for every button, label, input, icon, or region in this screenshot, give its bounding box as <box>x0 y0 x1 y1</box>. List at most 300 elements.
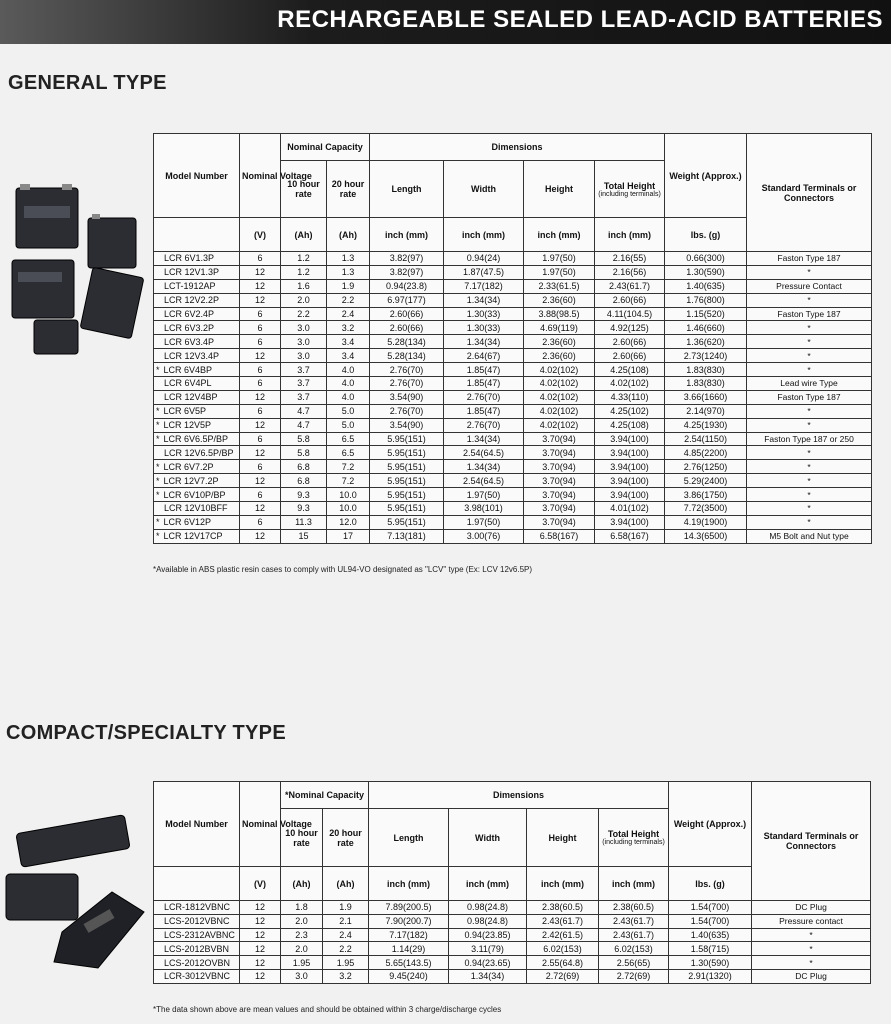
model-cell <box>154 265 240 279</box>
abs-availability-mark: * <box>156 531 160 542</box>
width-cell: 0.94(24) <box>444 252 524 266</box>
length-cell: 2.76(70) <box>370 377 444 391</box>
capacity-10h-cell: 3.0 <box>281 969 323 983</box>
terminal-cell: * <box>747 321 872 335</box>
header-banner <box>0 0 891 44</box>
capacity-10h-cell: 2.0 <box>281 942 323 956</box>
total-height-cell: 3.94(100) <box>595 488 665 502</box>
battery-group-photo-icon <box>6 180 146 360</box>
abs-availability-mark: * <box>156 475 160 486</box>
model-number: LCR 6V1.3P <box>164 253 215 264</box>
model-cell <box>154 321 240 335</box>
total-height-cell: 4.25(102) <box>595 404 665 418</box>
height-cell: 2.38(60.5) <box>527 901 599 915</box>
capacity-20h-cell: 4.0 <box>327 363 370 377</box>
table-row <box>154 349 872 363</box>
battery-shape-icon <box>12 260 74 318</box>
battery-shape-icon <box>16 815 130 868</box>
terminal-cell: Faston Type 187 or 250 <box>747 432 872 446</box>
length-cell: 9.45(240) <box>369 969 449 983</box>
height-cell: 4.02(102) <box>524 377 595 391</box>
voltage-cell: 12 <box>240 293 281 307</box>
voltage-cell: 12 <box>240 969 281 983</box>
capacity-20h-cell: 1.3 <box>327 265 370 279</box>
height-cell: 2.33(61.5) <box>524 279 595 293</box>
capacity-20h-cell: 17 <box>327 529 370 543</box>
voltage-cell: 12 <box>240 418 281 432</box>
voltage-cell: 12 <box>240 390 281 404</box>
header-unit-ah-10: (Ah) <box>281 867 323 901</box>
terminal-cell: * <box>747 460 872 474</box>
header-20-hour-rate: 20 hour rate <box>323 809 369 867</box>
model-number: LCR-3012VBNC <box>164 971 231 982</box>
total-height-cell: 2.60(66) <box>595 349 665 363</box>
total-height-cell: 4.33(110) <box>595 390 665 404</box>
length-cell: 3.54(90) <box>370 390 444 404</box>
length-cell: 7.17(182) <box>369 928 449 942</box>
header-10-hour-rate: 10 hour rate <box>281 161 327 218</box>
table-row <box>154 942 871 956</box>
table-row <box>154 390 872 404</box>
voltage-cell: 12 <box>240 265 281 279</box>
length-cell: 6.97(177) <box>370 293 444 307</box>
voltage-cell: 12 <box>240 279 281 293</box>
voltage-cell: 12 <box>240 474 281 488</box>
model-number: LCS-2012BVBN <box>164 943 230 954</box>
terminal-cell: DC Plug <box>752 901 871 915</box>
voltage-cell: 12 <box>240 942 281 956</box>
capacity-10h-cell: 5.8 <box>281 446 327 460</box>
total-height-cell: 2.16(56) <box>595 265 665 279</box>
capacity-10h-cell: 3.0 <box>281 321 327 335</box>
voltage-cell: 6 <box>240 377 281 391</box>
capacity-20h-cell: 4.0 <box>327 377 370 391</box>
table-row <box>154 252 872 266</box>
model-number: LCR-1812VBNC <box>164 902 231 913</box>
compact-table-body <box>154 901 871 984</box>
total-height-cell: 3.94(100) <box>595 432 665 446</box>
total-height-cell: 3.94(100) <box>595 446 665 460</box>
total-height-cell: 2.43(61.7) <box>599 928 669 942</box>
header-unit-v: (V) <box>240 218 281 252</box>
width-cell: 7.17(182) <box>444 279 524 293</box>
header-unit-total-height: inch (mm) <box>595 218 665 252</box>
header-unit-width: inch (mm) <box>449 867 527 901</box>
capacity-20h-cell: 3.2 <box>323 969 369 983</box>
length-cell: 5.95(151) <box>370 488 444 502</box>
capacity-20h-cell: 2.4 <box>327 307 370 321</box>
model-number: LCT-1912AP <box>164 281 216 292</box>
model-number: LCR 6V12P <box>163 517 212 528</box>
total-height-cell: 4.02(102) <box>595 377 665 391</box>
width-cell: 1.87(47.5) <box>444 265 524 279</box>
length-cell: 5.95(151) <box>370 446 444 460</box>
weight-cell: 1.54(700) <box>669 901 752 915</box>
header-dimensions: Dimensions <box>369 782 669 809</box>
model-number: LCR 6V6.5P/BP <box>163 434 229 445</box>
weight-cell: 1.40(635) <box>665 279 747 293</box>
model-number: LCR 12V17CP <box>163 531 223 542</box>
capacity-10h-cell: 1.6 <box>281 279 327 293</box>
capacity-10h-cell: 2.3 <box>281 928 323 942</box>
height-cell: 1.97(50) <box>524 252 595 266</box>
width-cell: 1.34(34) <box>444 335 524 349</box>
length-cell: 2.60(66) <box>370 321 444 335</box>
table-row <box>154 529 872 543</box>
width-cell: 1.30(33) <box>444 307 524 321</box>
capacity-20h-cell: 5.0 <box>327 404 370 418</box>
model-number: LCR 12V4BP <box>164 392 218 403</box>
model-number: LCR 12V10BFF <box>164 503 228 514</box>
weight-cell: 1.76(800) <box>665 293 747 307</box>
capacity-10h-cell: 3.0 <box>281 335 327 349</box>
model-number: LCR 6V4PL <box>164 378 212 389</box>
model-cell <box>154 390 240 404</box>
height-cell: 3.70(94) <box>524 432 595 446</box>
header-unit-height: inch (mm) <box>524 218 595 252</box>
table-row <box>154 293 872 307</box>
terminal-cell: * <box>747 446 872 460</box>
weight-cell: 14.3(6500) <box>665 529 747 543</box>
header-nominal-capacity: *Nominal Capacity <box>281 782 369 809</box>
header-total-height-note: (including terminals) <box>602 839 665 846</box>
length-cell: 0.94(23.8) <box>370 279 444 293</box>
terminal-cell: * <box>747 488 872 502</box>
terminal-cell: Pressure Contact <box>747 279 872 293</box>
capacity-10h-cell: 2.0 <box>281 914 323 928</box>
height-cell: 2.55(64.8) <box>527 956 599 970</box>
length-cell: 5.95(151) <box>370 432 444 446</box>
voltage-cell: 12 <box>240 529 281 543</box>
table-row <box>154 377 872 391</box>
table-row <box>154 460 872 474</box>
capacity-10h-cell: 1.8 <box>281 901 323 915</box>
length-cell: 5.95(151) <box>370 474 444 488</box>
table-row <box>154 474 872 488</box>
width-cell: 2.54(64.5) <box>444 446 524 460</box>
model-number: LCR 6V5P <box>163 406 207 417</box>
table-row <box>154 446 872 460</box>
capacity-20h-cell: 1.3 <box>327 252 370 266</box>
capacity-20h-cell: 10.0 <box>327 488 370 502</box>
terminal-cell: * <box>747 335 872 349</box>
total-height-cell: 2.16(55) <box>595 252 665 266</box>
terminal-cell: M5 Bolt and Nut type <box>747 529 872 543</box>
general-table-body <box>154 252 872 544</box>
terminal-cell: * <box>752 942 871 956</box>
width-cell: 3.11(79) <box>449 942 527 956</box>
length-cell: 1.14(29) <box>369 942 449 956</box>
terminal-cell: * <box>747 293 872 307</box>
terminal-cell: * <box>747 418 872 432</box>
weight-cell: 4.85(2200) <box>665 446 747 460</box>
model-cell <box>154 901 240 915</box>
weight-cell: 1.58(715) <box>669 942 752 956</box>
terminal-cell: DC Plug <box>752 969 871 983</box>
height-cell: 2.36(60) <box>524 335 595 349</box>
model-cell <box>154 942 240 956</box>
model-cell <box>154 279 240 293</box>
abs-availability-mark: * <box>156 406 160 417</box>
voltage-cell: 12 <box>240 502 281 516</box>
header-nominal-capacity: Nominal Capacity <box>281 134 370 161</box>
header-weight: Weight (Approx.) <box>669 782 752 867</box>
capacity-10h-cell: 11.3 <box>281 515 327 529</box>
voltage-cell: 6 <box>240 363 281 377</box>
abs-availability-mark: * <box>156 489 160 500</box>
terminal-cell: * <box>747 502 872 516</box>
table-row <box>154 307 872 321</box>
terminal-cell: * <box>747 474 872 488</box>
model-cell <box>154 928 240 942</box>
header-unit-length: inch (mm) <box>370 218 444 252</box>
capacity-10h-cell: 9.3 <box>281 502 327 516</box>
battery-shape-icon <box>80 267 144 338</box>
terminal-cell: * <box>747 265 872 279</box>
voltage-cell: 6 <box>240 252 281 266</box>
weight-cell: 7.72(3500) <box>665 502 747 516</box>
length-cell: 5.95(151) <box>370 515 444 529</box>
capacity-10h-cell: 1.95 <box>281 956 323 970</box>
battery-shape-icon <box>88 214 136 268</box>
capacity-20h-cell: 7.2 <box>327 474 370 488</box>
model-number: LCR 6V7.2P <box>163 461 214 472</box>
capacity-10h-cell: 9.3 <box>281 488 327 502</box>
capacity-10h-cell: 1.2 <box>281 265 327 279</box>
total-height-cell: 6.58(167) <box>595 529 665 543</box>
weight-cell: 1.30(590) <box>669 956 752 970</box>
header-width: Width <box>444 161 524 218</box>
height-cell: 4.02(102) <box>524 404 595 418</box>
width-cell: 1.85(47) <box>444 377 524 391</box>
voltage-cell: 6 <box>240 307 281 321</box>
table-row <box>154 502 872 516</box>
battery-shape-icon <box>34 320 78 354</box>
abs-availability-mark: * <box>156 461 160 472</box>
header-terminals: Standard Terminals or Connectors <box>752 782 871 901</box>
model-number: LCR 6V3.2P <box>164 322 215 333</box>
length-cell: 5.28(134) <box>370 349 444 363</box>
capacity-20h-cell: 1.9 <box>327 279 370 293</box>
terminal-cell: Faston Type 187 <box>747 252 872 266</box>
header-total-height-label: Total Height <box>607 829 660 839</box>
header-unit-v: (V) <box>240 867 281 901</box>
general-footnote: *Available in ABS plastic resin cases to comply with UL94-VO designated as "LCV" type (Ex: LCV 12v6.5P) <box>153 565 533 574</box>
capacity-10h-cell: 5.8 <box>281 432 327 446</box>
capacity-20h-cell: 3.4 <box>327 335 370 349</box>
width-cell: 1.97(50) <box>444 515 524 529</box>
width-cell: 1.30(33) <box>444 321 524 335</box>
capacity-20h-cell: 1.9 <box>323 901 369 915</box>
capacity-20h-cell: 3.2 <box>327 321 370 335</box>
header-unit-model <box>154 218 240 252</box>
weight-cell: 3.86(1750) <box>665 488 747 502</box>
height-cell: 1.97(50) <box>524 265 595 279</box>
model-cell <box>154 460 240 474</box>
weight-cell: 5.29(2400) <box>665 474 747 488</box>
capacity-20h-cell: 3.4 <box>327 349 370 363</box>
header-total-height <box>595 161 665 218</box>
terminal-cell: * <box>752 956 871 970</box>
capacity-10h-cell: 3.7 <box>281 363 327 377</box>
capacity-20h-cell: 6.5 <box>327 446 370 460</box>
terminal-cell: Pressure contact <box>752 914 871 928</box>
model-number: LCR 6V4BP <box>163 364 213 375</box>
capacity-20h-cell: 1.95 <box>323 956 369 970</box>
table-row <box>154 404 872 418</box>
length-cell: 5.95(151) <box>370 460 444 474</box>
height-cell: 4.02(102) <box>524 390 595 404</box>
header-unit-weight: lbs. (g) <box>665 218 747 252</box>
model-cell <box>154 293 240 307</box>
table-row <box>154 265 872 279</box>
capacity-10h-cell: 3.7 <box>281 377 327 391</box>
weight-cell: 4.19(1900) <box>665 515 747 529</box>
table-row <box>154 515 872 529</box>
width-cell: 1.85(47) <box>444 363 524 377</box>
capacity-20h-cell: 5.0 <box>327 418 370 432</box>
model-cell <box>154 432 240 446</box>
height-cell: 2.36(60) <box>524 349 595 363</box>
header-nominal-voltage: Nominal Voltage <box>240 134 281 218</box>
model-number: LCS-2312AVBNC <box>164 929 235 940</box>
model-number: LCR 6V10P/BP <box>163 489 226 500</box>
capacity-20h-cell: 2.2 <box>323 942 369 956</box>
header-total-height-note: (including terminals) <box>598 190 661 198</box>
header-length: Length <box>369 809 449 867</box>
height-cell: 3.88(98.5) <box>524 307 595 321</box>
total-height-cell: 4.25(108) <box>595 363 665 377</box>
height-cell: 6.02(153) <box>527 942 599 956</box>
voltage-cell: 6 <box>240 404 281 418</box>
header-width: Width <box>449 809 527 867</box>
height-cell: 4.69(119) <box>524 321 595 335</box>
width-cell: 2.76(70) <box>444 418 524 432</box>
model-cell <box>154 474 240 488</box>
model-number: LCR 6V3.4P <box>164 336 215 347</box>
capacity-10h-cell: 4.7 <box>281 404 327 418</box>
page-title: RECHARGEABLE SEALED LEAD-ACID BATTERIES <box>277 6 883 33</box>
capacity-10h-cell: 2.2 <box>281 307 327 321</box>
model-cell <box>154 252 240 266</box>
voltage-cell: 12 <box>240 446 281 460</box>
table-row <box>154 914 871 928</box>
length-cell: 5.95(151) <box>370 502 444 516</box>
table-row <box>154 969 871 983</box>
header-unit-height: inch (mm) <box>527 867 599 901</box>
compact-type-heading: COMPACT/SPECIALTY TYPE <box>6 722 286 744</box>
voltage-cell: 12 <box>240 349 281 363</box>
table-row <box>154 418 872 432</box>
model-cell <box>154 515 240 529</box>
height-cell: 3.70(94) <box>524 460 595 474</box>
width-cell: 1.85(47) <box>444 404 524 418</box>
header-nominal-voltage: Nominal Voltage <box>240 782 281 867</box>
capacity-20h-cell: 12.0 <box>327 515 370 529</box>
model-cell <box>154 307 240 321</box>
header-unit-ah-20: (Ah) <box>323 867 369 901</box>
weight-cell: 0.66(300) <box>665 252 747 266</box>
header-weight: Weight (Approx.) <box>665 134 747 218</box>
model-cell <box>154 446 240 460</box>
weight-cell: 1.15(520) <box>665 307 747 321</box>
height-cell: 6.58(167) <box>524 529 595 543</box>
capacity-10h-cell: 15 <box>281 529 327 543</box>
abs-availability-mark: * <box>156 434 160 445</box>
header-length: Length <box>370 161 444 218</box>
height-cell: 3.70(94) <box>524 488 595 502</box>
width-cell: 2.76(70) <box>444 390 524 404</box>
length-cell: 3.54(90) <box>370 418 444 432</box>
length-cell: 2.76(70) <box>370 404 444 418</box>
general-type-heading: GENERAL TYPE <box>8 72 167 94</box>
capacity-20h-cell: 6.5 <box>327 432 370 446</box>
capacity-20h-cell: 10.0 <box>327 502 370 516</box>
voltage-cell: 12 <box>240 956 281 970</box>
table-row <box>154 279 872 293</box>
length-cell: 7.90(200.7) <box>369 914 449 928</box>
table-row <box>154 488 872 502</box>
model-number: LCR 12V7.2P <box>163 475 219 486</box>
height-cell: 2.36(60) <box>524 293 595 307</box>
weight-cell: 1.40(635) <box>669 928 752 942</box>
length-cell: 5.28(134) <box>370 335 444 349</box>
table-row <box>154 363 872 377</box>
abs-availability-mark: * <box>156 517 160 528</box>
width-cell: 1.97(50) <box>444 488 524 502</box>
capacity-10h-cell: 3.7 <box>281 390 327 404</box>
length-cell: 2.76(70) <box>370 363 444 377</box>
capacity-20h-cell: 2.1 <box>323 914 369 928</box>
width-cell: 0.98(24.8) <box>449 901 527 915</box>
model-cell <box>154 502 240 516</box>
total-height-cell: 3.94(100) <box>595 460 665 474</box>
capacity-10h-cell: 6.8 <box>281 460 327 474</box>
weight-cell: 1.83(830) <box>665 377 747 391</box>
total-height-cell: 2.43(61.7) <box>595 279 665 293</box>
width-cell: 3.00(76) <box>444 529 524 543</box>
weight-cell: 3.66(1660) <box>665 390 747 404</box>
header-height: Height <box>524 161 595 218</box>
width-cell: 1.34(34) <box>449 969 527 983</box>
capacity-20h-cell: 2.4 <box>323 928 369 942</box>
voltage-cell: 6 <box>240 488 281 502</box>
weight-cell: 1.30(590) <box>665 265 747 279</box>
header-unit-length: inch (mm) <box>369 867 449 901</box>
capacity-20h-cell: 7.2 <box>327 460 370 474</box>
terminal-cell: * <box>747 515 872 529</box>
model-cell <box>154 488 240 502</box>
voltage-cell: 6 <box>240 460 281 474</box>
capacity-20h-cell: 4.0 <box>327 390 370 404</box>
capacity-10h-cell: 2.0 <box>281 293 327 307</box>
compact-battery-photo-icon <box>2 812 148 982</box>
battery-shape-icon <box>16 184 78 248</box>
width-cell: 2.54(64.5) <box>444 474 524 488</box>
capacity-10h-cell: 6.8 <box>281 474 327 488</box>
abs-availability-mark: * <box>156 420 160 431</box>
header-unit-weight: lbs. (g) <box>669 867 752 901</box>
height-cell: 4.02(102) <box>524 363 595 377</box>
compact-footnote: *The data shown above are mean values and should be obtained within 3 charge/discharge cycles <box>153 1005 502 1014</box>
width-cell: 1.34(34) <box>444 293 524 307</box>
model-number: LCS-2012OVBN <box>164 957 231 968</box>
total-height-cell: 4.01(102) <box>595 502 665 516</box>
model-number: LCS-2012VBNC <box>164 916 230 927</box>
weight-cell: 2.73(1240) <box>665 349 747 363</box>
capacity-10h-cell: 3.0 <box>281 349 327 363</box>
voltage-cell: 12 <box>240 914 281 928</box>
